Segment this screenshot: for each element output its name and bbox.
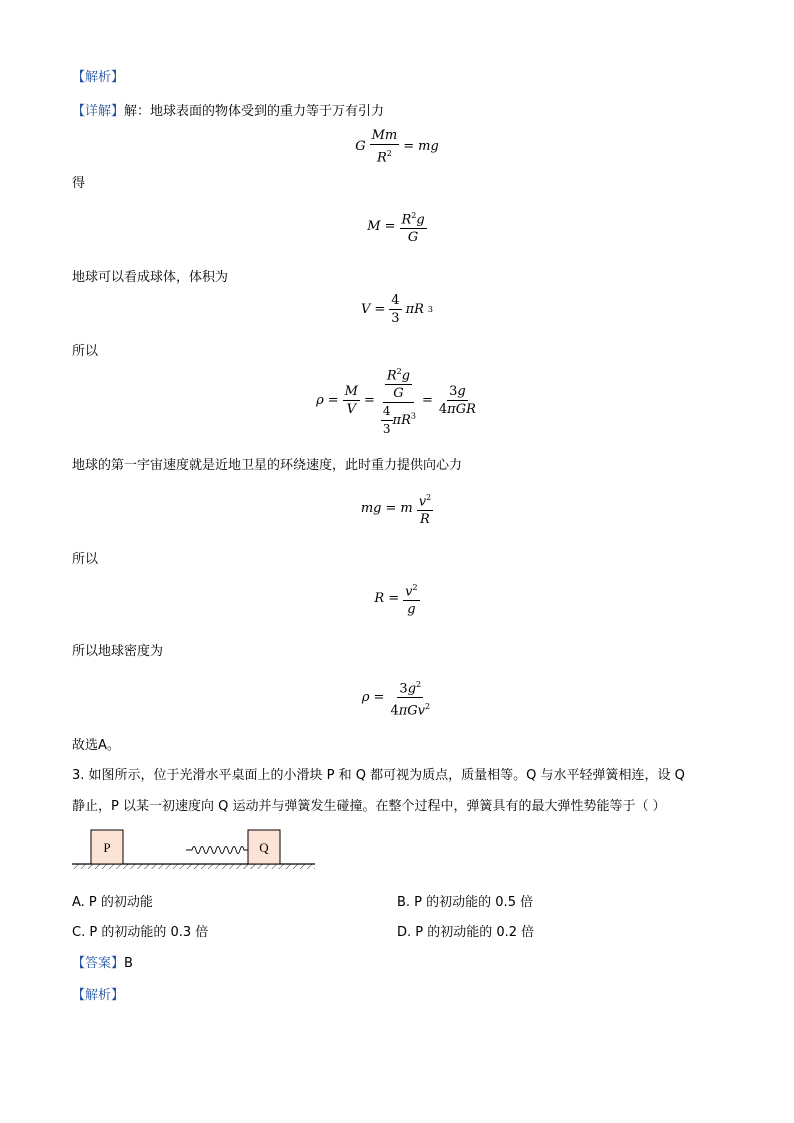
formula-mass: M = $\frac{R^2g}{G}$: [0, 208, 794, 245]
question3-line2: 静止，P 以某一初速度向 Q 运动并与弹簧发生碰撞。在整个过程中，弹簧具有的最大弹性势能等于（ ）: [72, 799, 666, 814]
formula-density-derivation: ρ = $\frac{M}{V}$ = $\frac{R^2g}{G}$ $\frac{4}{3}$ $\pi R^3$ = $\frac{3g}{\text{4πGR}}$: [0, 364, 794, 437]
block-q: [248, 830, 280, 864]
option-a: A. P 的初动能: [72, 895, 153, 910]
de-text: 得: [72, 176, 86, 191]
question3-analysis-tag: 【解析】: [72, 988, 125, 1003]
conclusion-text: 故选A。: [72, 738, 120, 753]
detail-intro-line: [72, 100, 384, 119]
analysis-tag: 【解析】: [72, 70, 125, 85]
answer-tag: 【答案】: [72, 956, 125, 971]
option-c: C. P 的初动能的 0.3 倍: [72, 925, 209, 940]
suoyi-text-1: 所以: [72, 344, 99, 359]
formula-radius: R = $\frac{v^2}{g}$: [0, 580, 794, 617]
question3-line1: 3. 如图所示，位于光滑水平桌面上的小滑块 P 和 Q 都可视为质点，质量相等。Q 与水平轻弹簧相连，设 Q: [72, 768, 685, 783]
question3-figure: [72, 828, 322, 874]
answer-line: [72, 952, 133, 971]
block-p: [91, 830, 123, 864]
detail-intro: 解：地球表面的物体受到的重力等于万有引力: [124, 104, 385, 119]
density-text: 所以地球密度为: [72, 644, 164, 659]
formula-volume: V = $\frac{4}{3}$ πR 3: [360, 293, 433, 326]
formula-density-final: ρ = $\frac{3g^2}{4\pi Gv^2}$: [0, 677, 794, 719]
block-p-label: P: [103, 840, 111, 855]
detail-tag: 【详解】: [72, 104, 125, 119]
answer-value: B: [124, 956, 133, 971]
ground-hatch: [72, 864, 315, 869]
velocity-text: 地球的第一宇宙速度就是近地卫星的环绕速度，此时重力提供向心力: [72, 458, 463, 473]
option-d: D. P 的初动能的 0.2 倍: [397, 925, 535, 940]
formula-centripetal: mg = m $\frac{v^2}{R}$: [0, 490, 794, 527]
block-q-label: Q: [259, 840, 269, 855]
suoyi-text-2: 所以: [72, 552, 99, 567]
spring: [186, 847, 248, 854]
volume-text: 地球可以看成球体，体积为: [72, 270, 229, 285]
option-b: B. P 的初动能的 0.5 倍: [397, 895, 534, 910]
formula-gravity: G $\frac{Mm}{R^2}$ = mg: [355, 128, 439, 166]
